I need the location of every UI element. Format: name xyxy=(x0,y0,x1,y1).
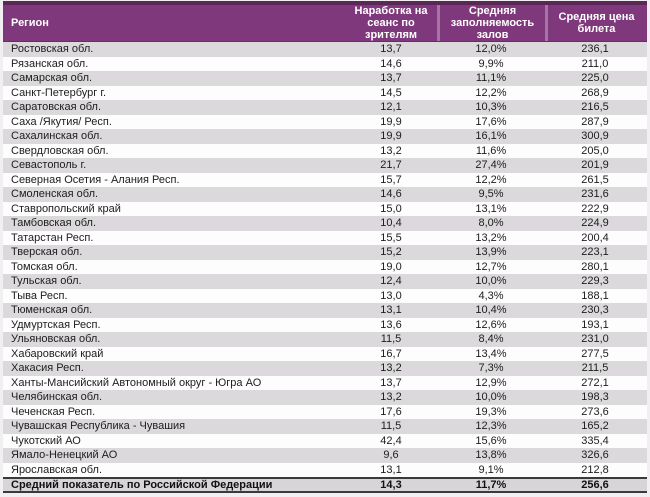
region-cell: Тамбовская обл. xyxy=(11,217,97,229)
occupancy-cell: 17,6% xyxy=(475,115,507,128)
viewers-cell: 15,0 xyxy=(380,202,402,215)
viewers-cell: 14,6 xyxy=(380,57,402,70)
price-cell: 201,9 xyxy=(581,159,609,171)
table-row xyxy=(3,448,647,463)
viewers-cell: 13,7 xyxy=(380,376,402,389)
price-cell: 231,6 xyxy=(581,188,609,200)
region-cell: Чеченская Респ. xyxy=(11,405,96,418)
table-row xyxy=(3,318,647,333)
table-row xyxy=(3,274,647,289)
table-row xyxy=(3,463,647,478)
occupancy-cell: 12,2% xyxy=(475,86,507,99)
table-row xyxy=(3,216,647,231)
table-row xyxy=(3,71,647,86)
viewers-cell: 13,7 xyxy=(380,72,402,84)
column-header-region: Регион xyxy=(11,17,49,29)
table-header-row xyxy=(3,1,647,42)
occupancy-cell: 13,9% xyxy=(475,246,507,258)
region-cell: Рязанская обл. xyxy=(11,57,89,70)
price-cell: 223,1 xyxy=(581,246,609,258)
viewers-cell: 15,5 xyxy=(380,231,402,244)
price-cell: 273,6 xyxy=(581,405,609,418)
occupancy-cell: 11,6% xyxy=(475,144,507,157)
viewers-cell: 13,1 xyxy=(380,463,402,476)
viewers-cell: 11,5 xyxy=(380,420,402,432)
price-cell: 198,3 xyxy=(581,391,609,403)
price-cell: 287,9 xyxy=(581,115,609,128)
price-cell: 205,0 xyxy=(581,144,609,157)
region-cell: Ханты-Мансийский Автономный округ - Югра АО xyxy=(11,376,262,389)
table-row xyxy=(3,303,647,318)
summary-occupancy-cell: 11,7% xyxy=(475,478,507,491)
occupancy-cell: 19,3% xyxy=(475,405,507,418)
table-row xyxy=(3,405,647,420)
column-header-occupancy: Средняя заполняемость залов xyxy=(437,5,545,41)
occupancy-cell: 12,9% xyxy=(475,376,507,389)
region-cell: Ярославская обл. xyxy=(11,463,103,476)
viewers-cell: 12,1 xyxy=(380,101,402,113)
table-row xyxy=(3,57,647,72)
region-cell: Хакасия Респ. xyxy=(11,362,84,374)
occupancy-cell: 12,7% xyxy=(475,260,507,273)
occupancy-cell: 27,4% xyxy=(475,159,507,171)
table-row xyxy=(3,260,647,275)
occupancy-cell: 12,6% xyxy=(475,318,507,331)
price-cell: 230,3 xyxy=(581,304,609,316)
region-cell: Томская обл. xyxy=(11,260,78,273)
occupancy-cell: 15,6% xyxy=(475,434,507,447)
table-row xyxy=(3,158,647,173)
region-cell: Саха /Якутия/ Респ. xyxy=(11,115,112,128)
viewers-cell: 19,0 xyxy=(380,260,402,273)
viewers-cell: 11,5 xyxy=(380,333,402,345)
region-cell: Саратовская обл. xyxy=(11,101,102,113)
viewers-cell: 16,7 xyxy=(380,347,402,360)
table-row xyxy=(3,434,647,449)
price-cell: 225,0 xyxy=(581,72,609,84)
table-row xyxy=(3,129,647,144)
occupancy-cell: 10,0% xyxy=(475,275,507,287)
table-row xyxy=(3,361,647,376)
viewers-cell: 13,2 xyxy=(380,391,402,403)
region-cell: Смоленская обл. xyxy=(11,188,99,200)
price-cell: 231,0 xyxy=(581,333,609,345)
price-cell: 236,1 xyxy=(581,43,609,55)
price-cell: 224,9 xyxy=(581,217,609,229)
table-row xyxy=(3,115,647,130)
viewers-cell: 17,6 xyxy=(380,405,402,418)
summary-row xyxy=(3,477,647,493)
price-cell: 277,5 xyxy=(581,347,609,360)
occupancy-cell: 13,8% xyxy=(475,449,507,461)
occupancy-cell: 9,9% xyxy=(478,57,504,70)
region-cell: Сахалинская обл. xyxy=(11,130,103,142)
region-cell: Удмуртская Респ. xyxy=(11,318,101,331)
table-row xyxy=(3,144,647,159)
price-cell: 193,1 xyxy=(581,318,609,331)
region-cell: Ростовская обл. xyxy=(11,43,94,55)
price-cell: 211,5 xyxy=(581,362,609,374)
table-row xyxy=(3,376,647,391)
summary-region-cell: Средний показатель по Российской Федерации xyxy=(11,478,273,491)
region-cell: Свердловская обл. xyxy=(11,144,109,157)
table-row xyxy=(3,289,647,304)
price-cell: 216,5 xyxy=(581,101,609,113)
column-header-viewers-per-session: Наработка на сеанс по зрителям xyxy=(354,5,428,41)
price-cell: 335,4 xyxy=(581,434,609,447)
viewers-cell: 10,4 xyxy=(380,217,402,229)
region-cell: Чувашская Республика - Чувашия xyxy=(11,420,186,432)
table-row xyxy=(3,202,647,217)
occupancy-cell: 13,1% xyxy=(475,202,507,215)
region-cell: Тюменская обл. xyxy=(11,304,93,316)
occupancy-cell: 9,5% xyxy=(478,188,504,200)
table-row xyxy=(3,245,647,260)
region-cell: Тульская обл. xyxy=(11,275,82,287)
table-row xyxy=(3,187,647,202)
occupancy-cell: 12,3% xyxy=(475,420,507,432)
viewers-cell: 13,1 xyxy=(380,304,402,316)
region-cell: Хабаровский край xyxy=(11,347,104,360)
occupancy-cell: 8,4% xyxy=(478,333,504,345)
viewers-cell: 13,7 xyxy=(380,43,402,55)
occupancy-cell: 7,3% xyxy=(478,362,504,374)
occupancy-cell: 9,1% xyxy=(478,463,504,476)
price-cell: 212,8 xyxy=(581,463,609,476)
region-cell: Ульяновская обл. xyxy=(11,333,101,345)
occupancy-cell: 10,3% xyxy=(475,101,507,113)
occupancy-cell: 16,1% xyxy=(475,130,507,142)
viewers-cell: 13,0 xyxy=(380,289,402,302)
regional-cinema-stats-table xyxy=(3,1,647,493)
price-cell: 229,3 xyxy=(581,275,609,287)
region-cell: Самарская обл. xyxy=(11,72,93,84)
price-cell: 272,1 xyxy=(581,376,609,389)
summary-price-cell: 256,6 xyxy=(581,478,609,491)
region-cell: Тыва Респ. xyxy=(11,289,68,302)
region-cell: Челябинская обл. xyxy=(11,391,103,403)
occupancy-cell: 10,0% xyxy=(475,391,507,403)
region-cell: Ставропольский край xyxy=(11,202,121,215)
occupancy-cell: 10,4% xyxy=(475,304,507,316)
price-cell: 268,9 xyxy=(581,86,609,99)
viewers-cell: 9,6 xyxy=(383,449,399,461)
table-row xyxy=(3,231,647,246)
viewers-cell: 13,6 xyxy=(380,318,402,331)
column-header-ticket-price: Средняя цена билета xyxy=(545,5,645,41)
viewers-cell: 42,4 xyxy=(380,434,402,447)
viewers-cell: 14,5 xyxy=(380,86,402,99)
table-row xyxy=(3,332,647,347)
region-cell: Татарстан Респ. xyxy=(11,231,94,244)
region-cell: Ямало-Ненецкий АО xyxy=(11,449,118,461)
occupancy-cell: 8,0% xyxy=(478,217,504,229)
price-cell: 300,9 xyxy=(581,130,609,142)
occupancy-cell: 13,2% xyxy=(475,231,507,244)
price-cell: 261,5 xyxy=(581,173,609,186)
price-cell: 200,4 xyxy=(581,231,609,244)
table-body xyxy=(3,42,647,477)
viewers-cell: 19,9 xyxy=(380,115,402,128)
table-row xyxy=(3,419,647,434)
viewers-cell: 21,7 xyxy=(380,159,402,171)
occupancy-cell: 13,4% xyxy=(475,347,507,360)
price-cell: 165,2 xyxy=(581,420,609,432)
region-cell: Севастополь г. xyxy=(11,159,87,171)
occupancy-cell: 12,0% xyxy=(475,43,507,55)
viewers-cell: 15,7 xyxy=(380,173,402,186)
table-row xyxy=(3,100,647,115)
region-cell: Санкт-Петербург г. xyxy=(11,86,107,99)
viewers-cell: 13,2 xyxy=(380,144,402,157)
price-cell: 211,0 xyxy=(581,57,609,70)
occupancy-cell: 4,3% xyxy=(478,289,504,302)
table-row xyxy=(3,390,647,405)
region-cell: Чукотский АО xyxy=(11,434,81,447)
price-cell: 326,6 xyxy=(581,449,609,461)
viewers-cell: 14,6 xyxy=(380,188,402,200)
price-cell: 222,9 xyxy=(581,202,609,215)
viewers-cell: 13,2 xyxy=(380,362,402,374)
price-cell: 280,1 xyxy=(581,260,609,273)
summary-viewers-cell: 14,3 xyxy=(380,478,402,491)
table-row xyxy=(3,347,647,362)
table-row xyxy=(3,173,647,188)
table-row xyxy=(3,86,647,101)
viewers-cell: 12,4 xyxy=(380,275,402,287)
region-cell: Северная Осетия - Алания Респ. xyxy=(11,173,180,186)
price-cell: 188,1 xyxy=(581,289,609,302)
region-cell: Тверская обл. xyxy=(11,246,83,258)
table-row xyxy=(3,42,647,57)
occupancy-cell: 11,1% xyxy=(475,72,507,84)
viewers-cell: 19,9 xyxy=(380,130,402,142)
occupancy-cell: 12,2% xyxy=(475,173,507,186)
viewers-cell: 15,2 xyxy=(380,246,402,258)
